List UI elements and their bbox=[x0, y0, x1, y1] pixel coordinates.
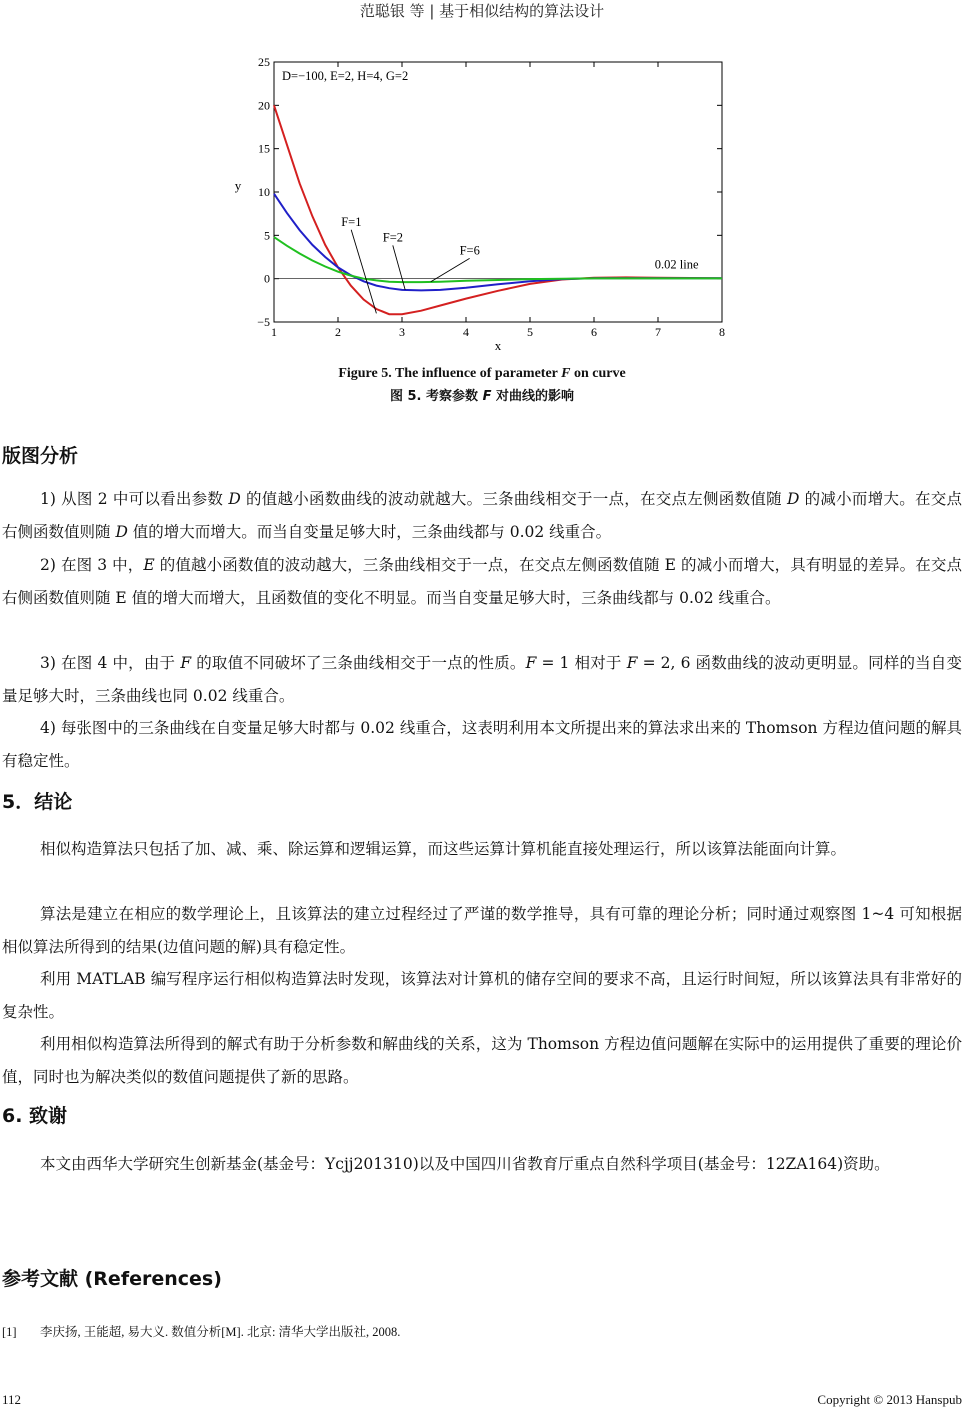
text-run: 2) 在图 3 中， bbox=[40, 556, 144, 574]
annotation-label: F=1 bbox=[341, 214, 362, 229]
x-tick-label: 1 bbox=[271, 325, 277, 339]
x-tick-label: 7 bbox=[655, 325, 661, 339]
x-tick-label: 2 bbox=[335, 325, 341, 339]
figure-caption-en bbox=[0, 366, 964, 382]
text-run: = 1 相对于 bbox=[536, 654, 627, 672]
text-run: 的值越小函数曲线的波动就越大。三条曲线相交于一点，在交点左侧函数值随 bbox=[240, 490, 788, 508]
annotation-label: 0.02 line bbox=[654, 257, 699, 272]
math-var: D bbox=[228, 490, 241, 508]
analysis-paragraph-2 bbox=[2, 549, 962, 614]
text-run: 值的增大而增大。而当自变量足够大时，三条曲线都与 0.02 线重合。 bbox=[127, 522, 612, 541]
y-tick-label: 5 bbox=[264, 228, 270, 243]
caption-en-pre: The influence of parameter bbox=[394, 366, 558, 381]
math-var: F bbox=[626, 654, 638, 672]
x-tick-label: 8 bbox=[719, 325, 725, 339]
caption-cn-pre: 考察参数 bbox=[426, 389, 479, 404]
text-run: 3) 在图 4 中，由于 bbox=[40, 654, 181, 672]
copyright-notice: Copyright © 2013 Hanspub bbox=[817, 1392, 962, 1407]
y-tick-label: 0 bbox=[264, 271, 270, 286]
text-run: 的取值不同破坏了三条曲线相交于一点的性质。 bbox=[191, 654, 526, 672]
conclusion-paragraph-3: 利用 MATLAB 编写程序运行相似构造算法时发现，该算法对计算机的储存空间的要求不高，且运行时间短，所以该算法具有非常好的复杂性。 bbox=[2, 970, 962, 1021]
analysis-paragraph-1 bbox=[2, 483, 962, 548]
annotation-label: F=6 bbox=[459, 243, 480, 258]
chart-title: D=−100, E=2, H=4, G=2 bbox=[282, 69, 409, 83]
text-run: 1) 从图 2 中可以看出参数 bbox=[40, 490, 229, 508]
y-tick-label: 20 bbox=[258, 98, 270, 113]
plot-frame bbox=[274, 62, 722, 322]
reference-item bbox=[2, 1321, 400, 1343]
figure-caption-cn bbox=[0, 385, 964, 404]
figure-5-chart bbox=[230, 52, 740, 352]
caption-en-var: F bbox=[561, 366, 571, 381]
caption-cn-prefix: 图 5. bbox=[389, 389, 422, 404]
math-var: E bbox=[143, 556, 155, 574]
math-var: F bbox=[180, 654, 192, 672]
annotation-label: F=2 bbox=[382, 230, 404, 245]
text-run: 的减小而增大。在交点右侧函数值则随 bbox=[2, 490, 962, 541]
x-tick-label: 5 bbox=[527, 325, 533, 339]
page-number: 112 bbox=[2, 1392, 22, 1407]
math-var: D bbox=[787, 490, 800, 508]
x-tick-label: 6 bbox=[591, 325, 597, 339]
conclusion-paragraph-1: 相似构造算法只包括了加、减、乘、除运算和逻辑运算，而这些运算计算机能直接处理运行，所以该算法能面向计算。 bbox=[40, 840, 847, 858]
section-heading-references: 参考文献 (References) bbox=[2, 1268, 222, 1290]
y-tick-label: −5 bbox=[257, 315, 270, 329]
math-var: D bbox=[115, 522, 128, 541]
plot-area bbox=[235, 55, 725, 352]
y-tick-label: 25 bbox=[258, 55, 270, 69]
section-heading-acknowledgement: 6. 致谢 bbox=[2, 1105, 68, 1127]
y-tick-label: 10 bbox=[258, 185, 270, 199]
running-head: 范聪银 等 | 基于相似结构的算法设计 bbox=[359, 2, 605, 20]
analysis-paragraph-4: 4) 每张图中的三条曲线在自变量足够大时都与 0.02 线重合，这表明利用本文所提出来的算法求出来的 Thomson 方程边值问题的解具有稳定性。 bbox=[2, 719, 962, 770]
text-run: 的值越小函数值的波动越大，三条曲线相交于一点，在交点左侧函数值随 E 的减小而增大，具有明显的差异。在交点右侧函数值则随 E 值的增大而增大，且函数值的变化不明显。而当自变量足够大时，三条曲线都与 0.02 线重合。 bbox=[2, 556, 962, 607]
text-run: = 2, 6 函数曲线的波动更明显。同样的当自变量足够大时，三条曲线也同 0.02 线重合。 bbox=[2, 654, 962, 705]
acknowledgement-paragraph: 本文由西华大学研究生创新基金(基金号：Ycjj201310)以及中国四川省教育厅重点自然科学项目(基金号：12ZA164)资助。 bbox=[40, 1155, 890, 1173]
analysis-paragraph-3 bbox=[2, 647, 962, 712]
x-tick-label: 3 bbox=[399, 325, 405, 339]
reference-text: 李庆扬, 王能超, 易大义. 数值分析[M]. 北京: 清华大学出版社, 2008. bbox=[40, 1325, 401, 1339]
y-axis-label: y bbox=[234, 178, 242, 193]
caption-en-prefix: Figure 5. bbox=[338, 366, 392, 381]
caption-cn-post: 对曲线的影响 bbox=[496, 389, 575, 404]
y-tick-label: 15 bbox=[258, 141, 270, 156]
caption-cn-var: F bbox=[482, 389, 492, 404]
math-var: F bbox=[525, 654, 537, 672]
reference-number: [1] bbox=[2, 1325, 17, 1339]
conclusion-paragraph-2: 算法是建立在相应的数学理论上，且该算法的建立过程经过了严谨的数学推导，具有可靠的理论分析；同时通过观察图 1~4 可知根据相似算法所得到的结果(边值问题的解)具有稳定性。 bbox=[2, 905, 962, 956]
x-axis-label: x bbox=[494, 338, 502, 352]
section-heading-analysis: 版图分析 bbox=[2, 445, 79, 467]
x-tick-label: 4 bbox=[463, 325, 469, 339]
caption-en-post: on curve bbox=[573, 366, 626, 381]
conclusion-paragraph-4: 利用相似构造算法所得到的解式有助于分析参数和解曲线的关系，这为 Thomson 方程边值问题解在实际中的运用提供了重要的理论价值，同时也为解决类似的数值问题提供了新的思路。 bbox=[2, 1035, 962, 1086]
section-heading-conclusion: 5．结论 bbox=[2, 791, 73, 813]
